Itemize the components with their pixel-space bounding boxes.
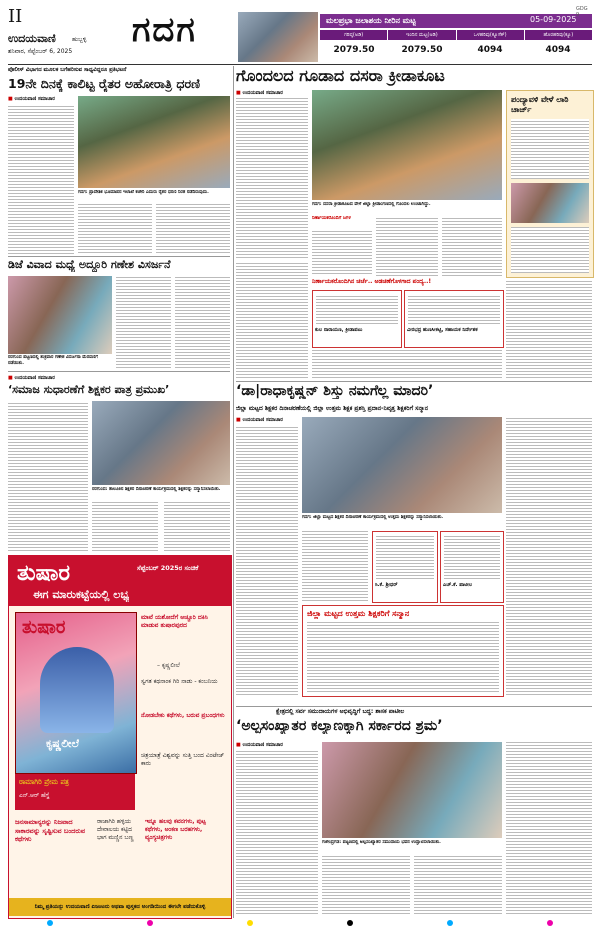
cover-art: [40, 647, 114, 733]
story2-quote1-name: ಸಿ.ಕೆ. ಶ್ರೀಧರ್: [375, 582, 398, 588]
left-body-col: [8, 104, 74, 254]
water-label-inflow: ಒಳಹರಿವು(ಕ್ಯೂಸೆಕ್): [457, 30, 524, 40]
banner-title: ಮಲಪ್ರಭಾ ಜಲಾಶಯ ನೀರಿನ ಮಟ್ಟ: [326, 16, 417, 25]
ganesha-body-2: [175, 276, 230, 368]
story2-byline: ■ ಉದಯವಾಣಿ ಸಮಾಚಾರ: [236, 417, 283, 423]
story2-body-1: [236, 425, 298, 695]
main-photo: [312, 90, 502, 200]
teachers-photo: [92, 401, 230, 485]
main-body-3: [442, 216, 502, 276]
left-story3-byline: ■ ಉದಯವಾಣಿ ಸಮಾಚಾರ: [8, 375, 55, 381]
main-body-1: [236, 98, 308, 258]
left-body-3: [156, 203, 230, 253]
cover-promo-title: ರಾಮಾಗಿರಿ ಪ್ರೇಮ ಪತ್ರ: [19, 778, 69, 786]
water-values: [320, 42, 592, 58]
dam-photo: [238, 12, 318, 62]
water-value-today: 2079.50: [401, 45, 443, 55]
water-value-max: 2079.50: [333, 45, 375, 55]
story2-box-title: ಜಿಲ್ಲಾ ಮಟ್ಟದ ಉತ್ತಮ ಶಿಕ್ಷಕರಿಗೆ ಸನ್ಮಾನ: [307, 609, 410, 618]
ganesha-body-1: [116, 276, 171, 368]
left-byline: ■ ಉದಯವಾಣಿ ಸಮಾಚಾರ: [8, 96, 55, 102]
main-body-2: [376, 216, 438, 276]
main-story: [236, 66, 592, 380]
story3-photo-caption: ಗಜೇಂದ್ರಗಡ: ಪಟ್ಟಣದಲ್ಲಿ ಅಲ್ಪಸಂಖ್ಯಾತರ ಸಮುದಾಯ ಭವನ ಉದ್ಘಾಟಿಸಲಾಯಿತು.: [322, 840, 441, 845]
main-quote2-name: ವೀರಭದ್ರ ಹುಣಸೀಕಟ್ಟಿ, ಸಹಾಯಕ ನಿರ್ದೇಶಕ: [407, 327, 478, 333]
story3-photo: [322, 742, 502, 838]
story2-quote-1: [372, 531, 438, 603]
story2-left-headline: ಡಿಜೆ ವಿವಾದ ಮಧ್ಯೆ ಅದ್ದೂರಿ ಗಣೇಶ ವಿಸರ್ಜನೆ: [8, 258, 171, 271]
cover-sub: ಕೃಷ್ಣಲೀಲೆ: [46, 737, 80, 750]
ad-blurb1: ಮಾವೆ ಯಶೋದೆಗೆ ಅಚ್ಚೂರಿ ದಕಿಸಿ ಮಾಡುವ ತುಷಾರಪುರದ: [141, 614, 208, 629]
page-code: GDG 9: [576, 6, 588, 18]
left-photo-caption: ಗದಗ: ಪ್ರಾದೇಶಿಕ ಭೂಮಾಪನ ಇಲಾಖೆ ಕಚೇರಿ ಎದುರು ರೈತರ ಧರಣಿ ನಿರತ ನಡೆದಿರುವುದು.: [78, 190, 209, 195]
story2-photo-caption: ಗದಗ: ಜಿಲ್ಲಾ ಮಟ್ಟದ ಶಿಕ್ಷಕರ ದಿನಾಚರಣೆ ಕಾರ್ಯಕ್ರಮದಲ್ಲಿ ಉತ್ತಮ ಶಿಕ್ಷಕರನ್ನು ಸನ್ಮಾನಿಸಲಾಯಿತು.: [302, 515, 444, 520]
cover-title: ತುಷಾರ: [22, 617, 66, 638]
left-story3-headline: ‘ಸಮಾಜ ಸುಧಾರಣೆಗೆ ಶಿಕ್ಷಕರ ಪಾತ್ರ ಪ್ರಮುಖ’: [8, 383, 170, 396]
water-value-inflow: 4094: [477, 45, 503, 55]
ad-blurb7: ಇನ್ನೂ ಹಲವು ಕವನಗಳು, ಪುಟ್ಟ ಕಥೆಗಳು, ಅಂಕಣ ಬರಹಗಳು, ವ್ಯಂಗ್ಯಚಿತ್ರಗಳು: [145, 818, 206, 841]
left-story-1: [8, 66, 230, 256]
section-title: ಗದಗ: [132, 10, 197, 50]
main-inset: [312, 216, 372, 276]
main-byline: ■ ಉದಯವಾಣಿ ಸಮಾಚಾರ: [236, 90, 283, 96]
main-headline: ಗೊಂದಲದ ಗೂಡಾದ ದಸರಾ ಕ್ರೀಡಾಕೂಟ: [236, 66, 445, 85]
ad-issue: ಸೆಪ್ಟೆಂಬರ್ 2025ರ ಸಂಚಿಕೆ: [137, 564, 199, 572]
main-quote-1: [312, 290, 402, 348]
date-line: ಶನಿವಾರ, ಸೆಪ್ಟೆಂಬರ್ 6, 2025: [8, 48, 73, 55]
left-kicker: ಪೊಲೀಸ್ ವಿಭಾಗದ ಮೂಲಕ ಬಗೆಹರಿಸುವ ಸಾಧ್ಯವಿದ್ದರೂ ಪ್ರತಿಭಟನೆ: [8, 67, 127, 73]
left-story3-body-3: [164, 501, 230, 551]
magazine-cover: [15, 612, 137, 774]
tushara-ad: [8, 555, 232, 919]
registration-marks: [0, 918, 600, 928]
left-body-2: [78, 203, 152, 253]
ad-blurb2: ಸ್ವಗತ ಕಥನಾಂಕ ಗಿರಿ ನಾಡು - ಕಂಬನಿಯ: [141, 678, 218, 685]
story2-photo: [302, 417, 502, 513]
story3-body-3: [414, 854, 502, 914]
left-headline: 19ನೇ ದಿನಕ್ಕೆ ಕಾಲಿಟ್ಟ ರೈತರ ಅಹೋರಾತ್ರಿ ಧರಣಿ: [8, 76, 200, 91]
left-story3-body-1: [8, 401, 88, 551]
cover-promo: [15, 774, 135, 810]
water-banner: [320, 6, 592, 64]
story2-headline: ‘ಡಾ|ರಾಧಾಕೃಷ್ಣನ್ ಶಿಸ್ತು ನಮಗೆಲ್ಲ ಮಾದರಿ’: [236, 383, 434, 399]
left-photo: [78, 96, 230, 188]
ad-blurb4: ಚಿತ್ರಯಾತ್ರೆ ವಿಶ್ವವನ್ನು ಸುತ್ತಿ ಬಂದ ವಿಂಟೇಜ್ ಕಾರು: [141, 752, 225, 767]
sidebar-photo: [511, 183, 589, 223]
logo-mark: II: [8, 6, 23, 27]
story2-box: [302, 605, 504, 697]
ad-blurb3: ನೋಡಬೇಕು ಕಥೆಗಳು, ಬರುವ ಪ್ರಬಂಧಗಳು: [141, 712, 225, 719]
ganesha-caption: ನರಗುಂದ ಪಟ್ಟಣದಲ್ಲಿ ಶುಕ್ರವಾರ ಗಣೇಶ ವಿಸರ್ಜನಾ ಮೆರವಣಿಗೆ ನಡೆಯಿತು.: [8, 355, 98, 366]
paper-name: ಉದಯವಾಣಿ: [8, 32, 56, 45]
story2-body-3: [506, 417, 592, 695]
ad-blurb5: ರಾಜಾಗಿರಿ ಹಳ್ಳಿಯ ದೇವಾಲಯ ಕಟ್ಟಿದ ಭಾಗ ಮಣ್ಣಿನ ಬಣ್ಣ: [97, 818, 134, 841]
main-quote-2: [404, 290, 504, 348]
main-body-5: [506, 280, 592, 378]
water-value-outflow: 4094: [545, 45, 571, 55]
teachers-caption: ನರಗುಂದ: ತಾಲೂಕಿನ ಶಿಕ್ಷಕರ ದಿನಾಚರಣೆ ಕಾರ್ಯಕ್ರಮದಲ್ಲಿ ಶಿಕ್ಷಕರನ್ನು ಸನ್ಮಾನಿಸಲಾಯಿತು.: [92, 487, 221, 492]
banner-date: 05-09-2025: [530, 15, 577, 24]
story2-quote-2: [440, 531, 504, 603]
main-body-6: [312, 350, 502, 378]
left-story-3: [8, 373, 230, 553]
story3-body-4: [506, 742, 592, 914]
water-label-outflow: ಹೊರಹರಿವು(ಕ್ಯೂ): [525, 30, 592, 40]
sidebar-title: ಪಂದ್ಯಾವಳಿ ವೇಳೆ ಲಾಠಿ ಚಾರ್ಜ್: [511, 95, 569, 114]
ad-footer: ನಿಮ್ಮ ಪ್ರತಿಯನ್ನು ಉದಯವಾಣಿ ಏಜಂಟರು ಅಥವಾ ಪುಸ್ತಕದ ಅಂಗಡಿಯಿಂದ ಈಗಲೇ ಪಡೆದುಕೊಳ್ಳಿ: [9, 898, 231, 916]
cover-promo-by: ಎನ್‌.ಆರ್ ಹೆಗ್ಡೆ: [19, 792, 50, 799]
story-radhakrishnan: [236, 383, 592, 705]
ad-brand: ತುಷಾರ: [17, 560, 71, 586]
story2-deck: ಜಿಲ್ಲಾ ಮಟ್ಟದ ಶಿಕ್ಷಕರ ದಿನಾಚರಣೆಯಲ್ಲಿ ಜಿಲ್ಲಾ ಉತ್ತಮ ಶಿಕ್ಷಕ ಪ್ರಶಸ್ತಿ ಪ್ರದಾನ-ನಿವೃತ್ತ ಶಿಕ್ಷಕರಿಗೆ ಸನ್ಮಾನ: [236, 405, 428, 412]
story2-quote2-name: ಎಚ್.ಕೆ. ಪಾಟೀಲ: [443, 582, 473, 588]
story3-body-2: [322, 854, 410, 914]
ganesha-photo: [8, 276, 112, 354]
main-subhead: ನಿರ್ಣಾಯಕರೊಂದಿಗಿನ ಚರ್ಚೆ.. ಅಡಚಣೆಗೊಳಗಾದ ಪಂದ್ಯ..!: [312, 278, 432, 285]
main-body-4: [236, 262, 308, 378]
left-story3-body-2: [92, 501, 158, 551]
main-sidebar: [506, 90, 594, 278]
edition-tag: ಹುಬ್ಬಳ್ಳಿ: [72, 36, 87, 43]
ad-blurb1-by: – ಕೃಷ್ಣಲೀಲೆ: [157, 662, 180, 669]
story-minorities: [236, 708, 592, 918]
water-label-max: ಗರಿಷ್ಠ(ಅಡಿ): [320, 30, 387, 40]
main-photo-caption: ಗದಗ: ದಸರಾ ಕ್ರೀಡಾಕೂಟದ ವೇಳೆ ಜಿಲ್ಲಾ ಕ್ರೀಡಾಂಗಣದಲ್ಲಿ ಗೊಂದಲ ಉಂಟಾಗಿದ್ದು.: [312, 202, 431, 207]
water-label-today: ಇಂದಿನ ಮಟ್ಟ(ಅಡಿ): [388, 30, 455, 40]
story3-headline: ‘ಅಲ್ಪಸಂಖ್ಯಾತರ ಕಲ್ಯಾಣಕ್ಕಾಗಿ ಸರ್ಕಾರದ ಶ್ರಮ’: [236, 718, 443, 734]
masthead: [8, 6, 592, 64]
main-quote1-name: ಕುಲ ನಾರಾಯಣ, ಕ್ರೀಡಾಪಟು: [315, 327, 363, 333]
water-labels: [320, 30, 592, 40]
story3-byline: ■ ಉದಯವಾಣಿ ಸಮಾಚಾರ: [236, 742, 283, 748]
ad-tagline: ಈಗ ಮಾರುಕಟ್ಟೆಯಲ್ಲಿ ಲಭ್ಯ: [33, 588, 130, 601]
story3-kicker: ಕ್ಷೇತ್ರದಲ್ಲಿ ಸರ್ವ ಸಮುದಾಯಗಳ ಅಭಿವೃದ್ಧಿಗೆ ಬದ್ಧ: ಶಾಸಕ ಪಾಟೀಲ: [276, 708, 405, 715]
ad-blurb6: ಜನಸಾಮಾನ್ಯರನ್ನು ನಿಜವಾದ ಸಾಕಾರವನ್ನು ಸೃಷ್ಟಿಸುವ ಬಂದರುವ ಕಥೆಗಳು: [15, 818, 86, 843]
story3-body-1: [236, 750, 318, 914]
story2-body-2: [302, 531, 368, 601]
inset-heading: ನಿರ್ಣಾಯಕರೊಂದಿಗೆ ಜಗಳ: [312, 216, 351, 221]
left-story-2: [8, 258, 230, 370]
